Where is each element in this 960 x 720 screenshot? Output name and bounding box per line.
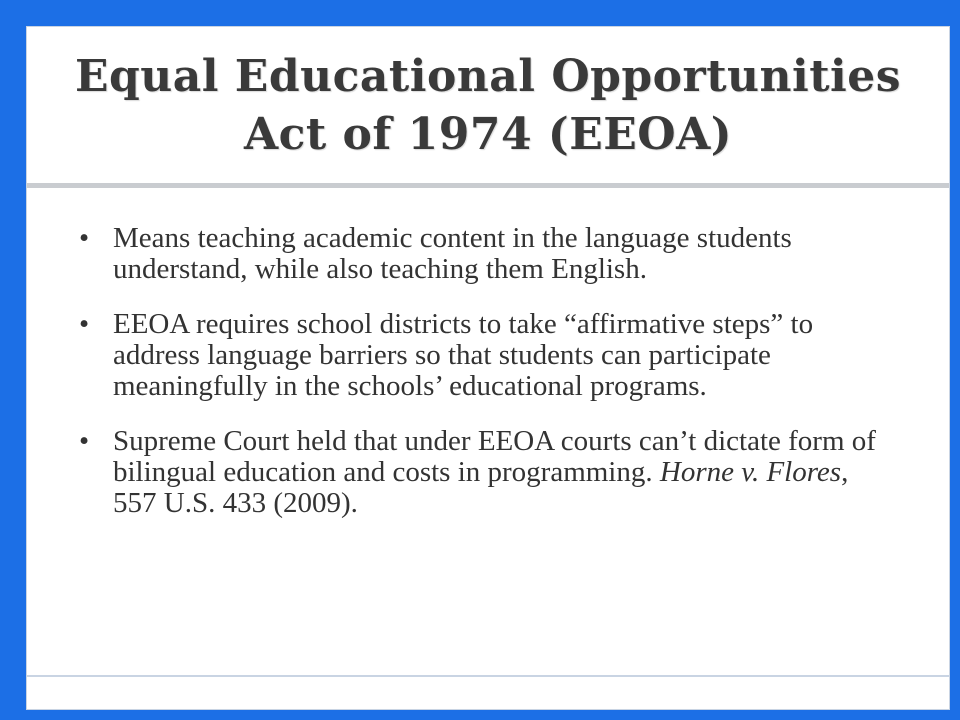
slide-title: Equal Educational Opportunities Act of 1974 (EEOA) <box>74 51 902 160</box>
bullet-text-after: , 557 U.S. 433 (2009). <box>113 456 849 519</box>
bullet-text: Means teaching academic content in the language students understand, while also teaching them English. <box>113 222 792 285</box>
title-divider <box>27 183 949 188</box>
bullet-marker: • <box>79 425 90 457</box>
bullet-marker: • <box>79 222 90 254</box>
bullet-text: EEOA requires school districts to take “affirmative steps” to address language barriers so that students can participate meaningfully in the schools’ educational programs. <box>113 308 814 402</box>
bullet-item <box>79 309 899 402</box>
bullet-item <box>79 223 899 285</box>
title-area <box>27 27 949 185</box>
bullet-text <box>113 425 876 519</box>
bullet-item <box>79 426 899 519</box>
slide <box>26 26 950 710</box>
bottom-rule <box>27 675 949 677</box>
case-citation: Horne v. Flores <box>659 456 842 488</box>
bullet-list <box>79 223 899 543</box>
bullet-text-before: Supreme Court held that under EEOA courts can’t dictate form of bilingual education and costs in programming. <box>113 425 876 488</box>
bullet-marker: • <box>79 308 90 340</box>
